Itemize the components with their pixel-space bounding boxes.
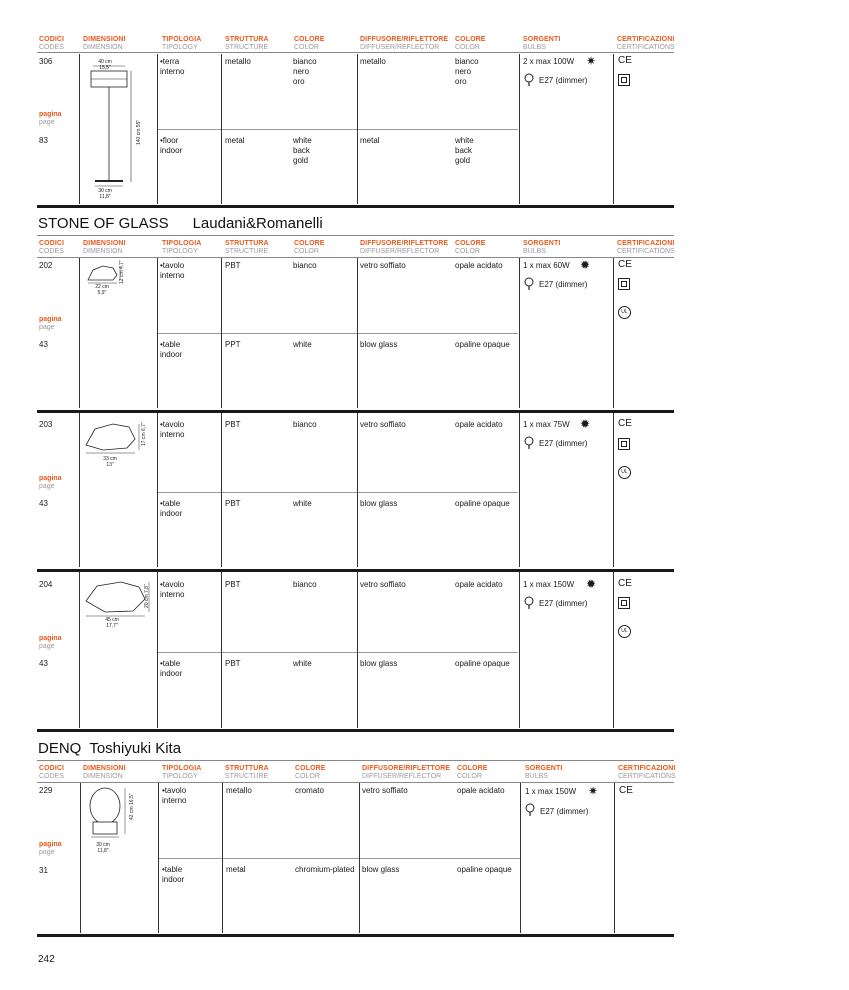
bulb-spec: 1 x max 150W: [525, 787, 577, 796]
diffuser-it: metallo: [360, 57, 386, 66]
double-insulation-icon: [618, 438, 630, 450]
diffuser-en: blow glass: [360, 659, 398, 668]
section-title: STONE OF GLASS Laudani&Romanelli: [38, 215, 323, 232]
diffuser-it: vetro soffiato: [360, 261, 406, 270]
col-header-diffuser-color: COLORE COLOR: [455, 36, 486, 51]
diffuser-en: blow glass: [360, 340, 398, 349]
product-code: 306: [39, 57, 53, 66]
ul-icon: UL: [618, 466, 631, 479]
col-header-diffuser-color: COLORE COLOR: [455, 240, 486, 255]
row-divider: [158, 129, 518, 130]
col-divider: [520, 783, 521, 933]
col-header-certifications: CERTIFICAZIONI CERTIFICATIONS: [618, 765, 676, 780]
dim-height: 12 cm 4,7": [119, 260, 125, 284]
color-it: bianco: [293, 420, 317, 429]
page-number: 43: [39, 340, 48, 349]
diffuser-color-en: white back gold: [455, 136, 474, 165]
header-divider: [37, 52, 674, 53]
section-rule: [37, 205, 674, 208]
col-header-bulbs: SORGENTI BULBS: [523, 240, 561, 255]
col-divider: [357, 54, 358, 204]
col-header-dimension: DIMENSIONI DIMENSION: [83, 240, 126, 255]
product-rule: [37, 410, 674, 413]
col-divider: [80, 783, 81, 933]
product-code: 229: [39, 786, 53, 795]
structure-it: metallo: [225, 57, 251, 66]
structure-en: PBT: [225, 659, 241, 668]
bulb-icon: [525, 803, 535, 817]
page-number: 43: [39, 659, 48, 668]
type-it: •tavolo interno: [162, 786, 187, 805]
socket-spec: E27 (dimmer): [539, 599, 588, 608]
col-divider: [519, 258, 520, 408]
bulb-burst-icon: ✹: [586, 577, 597, 591]
col-divider: [157, 572, 158, 728]
row-divider: [159, 858, 520, 859]
ce-mark: CE: [618, 55, 632, 66]
row-divider: [158, 492, 518, 493]
type-it: •tavolo interno: [160, 420, 185, 439]
product-code: 202: [39, 261, 53, 270]
color-it: bianco nero oro: [293, 57, 317, 86]
col-divider: [221, 258, 222, 408]
diffuser-color-en: opaline opaque: [455, 499, 510, 508]
bulb-icon: [524, 277, 534, 291]
structure-it: metallo: [226, 786, 252, 795]
row-divider: [158, 652, 518, 653]
col-header-color: COLORE COLOR: [295, 765, 326, 780]
type-en: •table indoor: [160, 659, 183, 678]
section-title: DENQ Toshiyuki Kita: [38, 740, 182, 757]
diffuser-color-it: opale acidato: [455, 420, 503, 429]
col-divider: [79, 258, 80, 408]
bulb-burst-icon: ✷: [586, 54, 597, 68]
col-divider: [613, 413, 614, 567]
color-it: bianco: [293, 580, 317, 589]
color-en: white: [293, 499, 312, 508]
col-header-color: COLORE COLOR: [294, 36, 325, 51]
diffuser-color-it: bianco nero oro: [455, 57, 479, 86]
color-en: white back gold: [293, 136, 312, 165]
col-header-structure: STRUTTURA STRUCTURE: [225, 36, 269, 51]
header-divider: [37, 257, 674, 258]
product-code: 204: [39, 580, 53, 589]
socket-spec: E27 (dimmer): [539, 280, 588, 289]
page-label: pagina page: [39, 475, 62, 490]
col-divider: [613, 54, 614, 204]
col-header-tipology: TIPOLOGIA TIPOLOGY: [162, 36, 202, 51]
page-number: 31: [39, 866, 48, 875]
product-code: 203: [39, 420, 53, 429]
row-divider: [158, 333, 518, 334]
socket-spec: E27 (dimmer): [540, 807, 589, 816]
col-header-dimension: DIMENSIONI DIMENSION: [83, 765, 126, 780]
col-header-tipology: TIPOLOGIA TIPOLOGY: [162, 765, 202, 780]
structure-en: metal: [225, 136, 245, 145]
dim-width: 30 cm 11,8": [96, 842, 110, 854]
color-en: chromium-plated: [295, 865, 355, 874]
col-divider: [79, 54, 80, 204]
diffuser-color-en: opaline opaque: [455, 340, 510, 349]
col-divider: [79, 413, 80, 567]
double-insulation-icon: [618, 74, 630, 86]
bulb-spec: 1 x max 150W: [523, 580, 575, 589]
page-number: 83: [39, 136, 48, 145]
color-it: bianco: [293, 261, 317, 270]
diffuser-color-it: opale acidato: [455, 580, 503, 589]
bulb-burst-icon: ✹: [580, 258, 591, 272]
bottom-rule: [37, 934, 674, 937]
product-rule: [37, 569, 674, 572]
header-divider: [37, 782, 674, 783]
page-number-footer: 242: [38, 954, 55, 965]
page-label: pagina page: [39, 635, 62, 650]
diffuser-en: blow glass: [362, 865, 400, 874]
ul-icon: UL: [618, 625, 631, 638]
structure-en: metal: [226, 865, 246, 874]
dim-height: 17 cm 6,7": [141, 422, 147, 446]
col-header-bulbs: SORGENTI BULBS: [525, 765, 563, 780]
bulb-icon: [524, 596, 534, 610]
col-divider: [157, 258, 158, 408]
col-header-codes: CODICI CODES: [39, 765, 65, 780]
dim-base: 30 cm 11,8": [98, 188, 112, 200]
col-header-structure: STRUTTURA STRUCTURE: [225, 240, 269, 255]
color-en: white: [293, 340, 312, 349]
stone-lamp-drawing: [83, 579, 153, 619]
type-it: •terra interno: [160, 57, 185, 76]
diffuser-en: metal: [360, 136, 380, 145]
col-divider: [613, 258, 614, 408]
color-it: cromato: [295, 786, 324, 795]
col-divider: [519, 54, 520, 204]
page-label: pagina page: [39, 111, 62, 126]
col-divider: [613, 572, 614, 728]
dim-height: 42 cm 16,5": [129, 793, 135, 820]
col-divider: [357, 258, 358, 408]
bulb-spec: 1 x max 60W: [523, 261, 570, 270]
bulb-spec: 1 x max 75W: [523, 420, 570, 429]
col-divider: [221, 413, 222, 567]
col-divider: [359, 783, 360, 933]
col-header-certifications: CERTIFICAZIONI CERTIFICATIONS: [617, 36, 675, 51]
col-header-structure: STRUTTURA STRUCTURE: [225, 765, 269, 780]
col-divider: [519, 572, 520, 728]
diffuser-color-it: opale acidato: [457, 786, 505, 795]
bulb-icon: [524, 73, 534, 87]
section-rule: [37, 729, 674, 732]
structure-it: PBT: [225, 580, 241, 589]
page-label: pagina page: [39, 316, 62, 331]
type-en: •table indoor: [160, 499, 183, 518]
bulb-spec: 2 x max 100W: [523, 57, 575, 66]
col-header-diffuser: DIFFUSORE/RIFLETTORE DIFFUSER/REFLECTOR: [360, 36, 449, 51]
col-header-diffuser: DIFFUSORE/RIFLETTORE DIFFUSER/REFLECTOR: [362, 765, 451, 780]
structure-it: PBT: [225, 420, 241, 429]
diffuser-en: blow glass: [360, 499, 398, 508]
type-en: •floor indoor: [160, 136, 183, 155]
structure-en: PPT: [225, 340, 241, 349]
structure-en: PBT: [225, 499, 241, 508]
socket-spec: E27 (dimmer): [539, 76, 588, 85]
dim-height: 20 cm 7,8": [144, 584, 150, 608]
bulb-icon: [524, 436, 534, 450]
ce-mark: CE: [618, 578, 632, 589]
color-en: white: [293, 659, 312, 668]
bulb-burst-icon: ✹: [580, 417, 591, 431]
col-header-codes: CODICI CODES: [39, 240, 65, 255]
type-it: •tavolo interno: [160, 580, 185, 599]
col-divider: [614, 783, 615, 933]
col-header-codes: CODICI CODES: [39, 36, 65, 51]
floor-lamp-drawing: [83, 58, 153, 203]
ce-mark: CE: [619, 785, 633, 796]
structure-it: PBT: [225, 261, 241, 270]
col-header-bulbs: SORGENTI BULBS: [523, 36, 561, 51]
col-divider: [221, 54, 222, 204]
col-header-color: COLORE COLOR: [294, 240, 325, 255]
col-header-certifications: CERTIFICAZIONI CERTIFICATIONS: [617, 240, 675, 255]
col-header-diffuser: DIFFUSORE/RIFLETTORE DIFFUSER/REFLECTOR: [360, 240, 449, 255]
diffuser-color-it: opale acidato: [455, 261, 503, 270]
double-insulation-icon: [618, 597, 630, 609]
col-header-diffuser-color: COLORE COLOR: [457, 765, 488, 780]
col-divider: [357, 572, 358, 728]
diffuser-color-en: opaline opaque: [455, 659, 510, 668]
diffuser-color-en: opaline opaque: [457, 865, 512, 874]
col-divider: [158, 783, 159, 933]
dim-width: 33 cm 13": [103, 456, 117, 468]
socket-spec: E27 (dimmer): [539, 439, 588, 448]
section-divider: [37, 235, 674, 236]
dim-width: 22 cm 5,9": [95, 284, 109, 296]
bulb-burst-icon: ✷: [588, 784, 599, 798]
col-divider: [79, 572, 80, 728]
dim-height: 140 cm 55": [136, 119, 142, 145]
diffuser-it: vetro soffiato: [360, 580, 406, 589]
col-divider: [157, 413, 158, 567]
diffuser-it: vetro soffiato: [360, 420, 406, 429]
page-number: 43: [39, 499, 48, 508]
page-label: pagina page: [39, 841, 62, 856]
ul-icon: UL: [618, 306, 631, 319]
dim-width: 45 cm 17,7": [105, 617, 119, 629]
type-en: •table indoor: [160, 340, 183, 359]
dim-width: 40 cm 15,5": [98, 59, 112, 71]
section-divider: [37, 760, 674, 761]
type-en: •table indoor: [162, 865, 185, 884]
diffuser-it: vetro soffiato: [362, 786, 408, 795]
col-divider: [221, 572, 222, 728]
col-header-dimension: DIMENSIONI DIMENSION: [83, 36, 126, 51]
col-divider: [222, 783, 223, 933]
col-divider: [519, 413, 520, 567]
type-it: •tavolo interno: [160, 261, 185, 280]
double-insulation-icon: [618, 278, 630, 290]
ce-mark: CE: [618, 418, 632, 429]
ce-mark: CE: [618, 259, 632, 270]
col-divider: [157, 54, 158, 204]
col-divider: [357, 413, 358, 567]
col-header-tipology: TIPOLOGIA TIPOLOGY: [162, 240, 202, 255]
